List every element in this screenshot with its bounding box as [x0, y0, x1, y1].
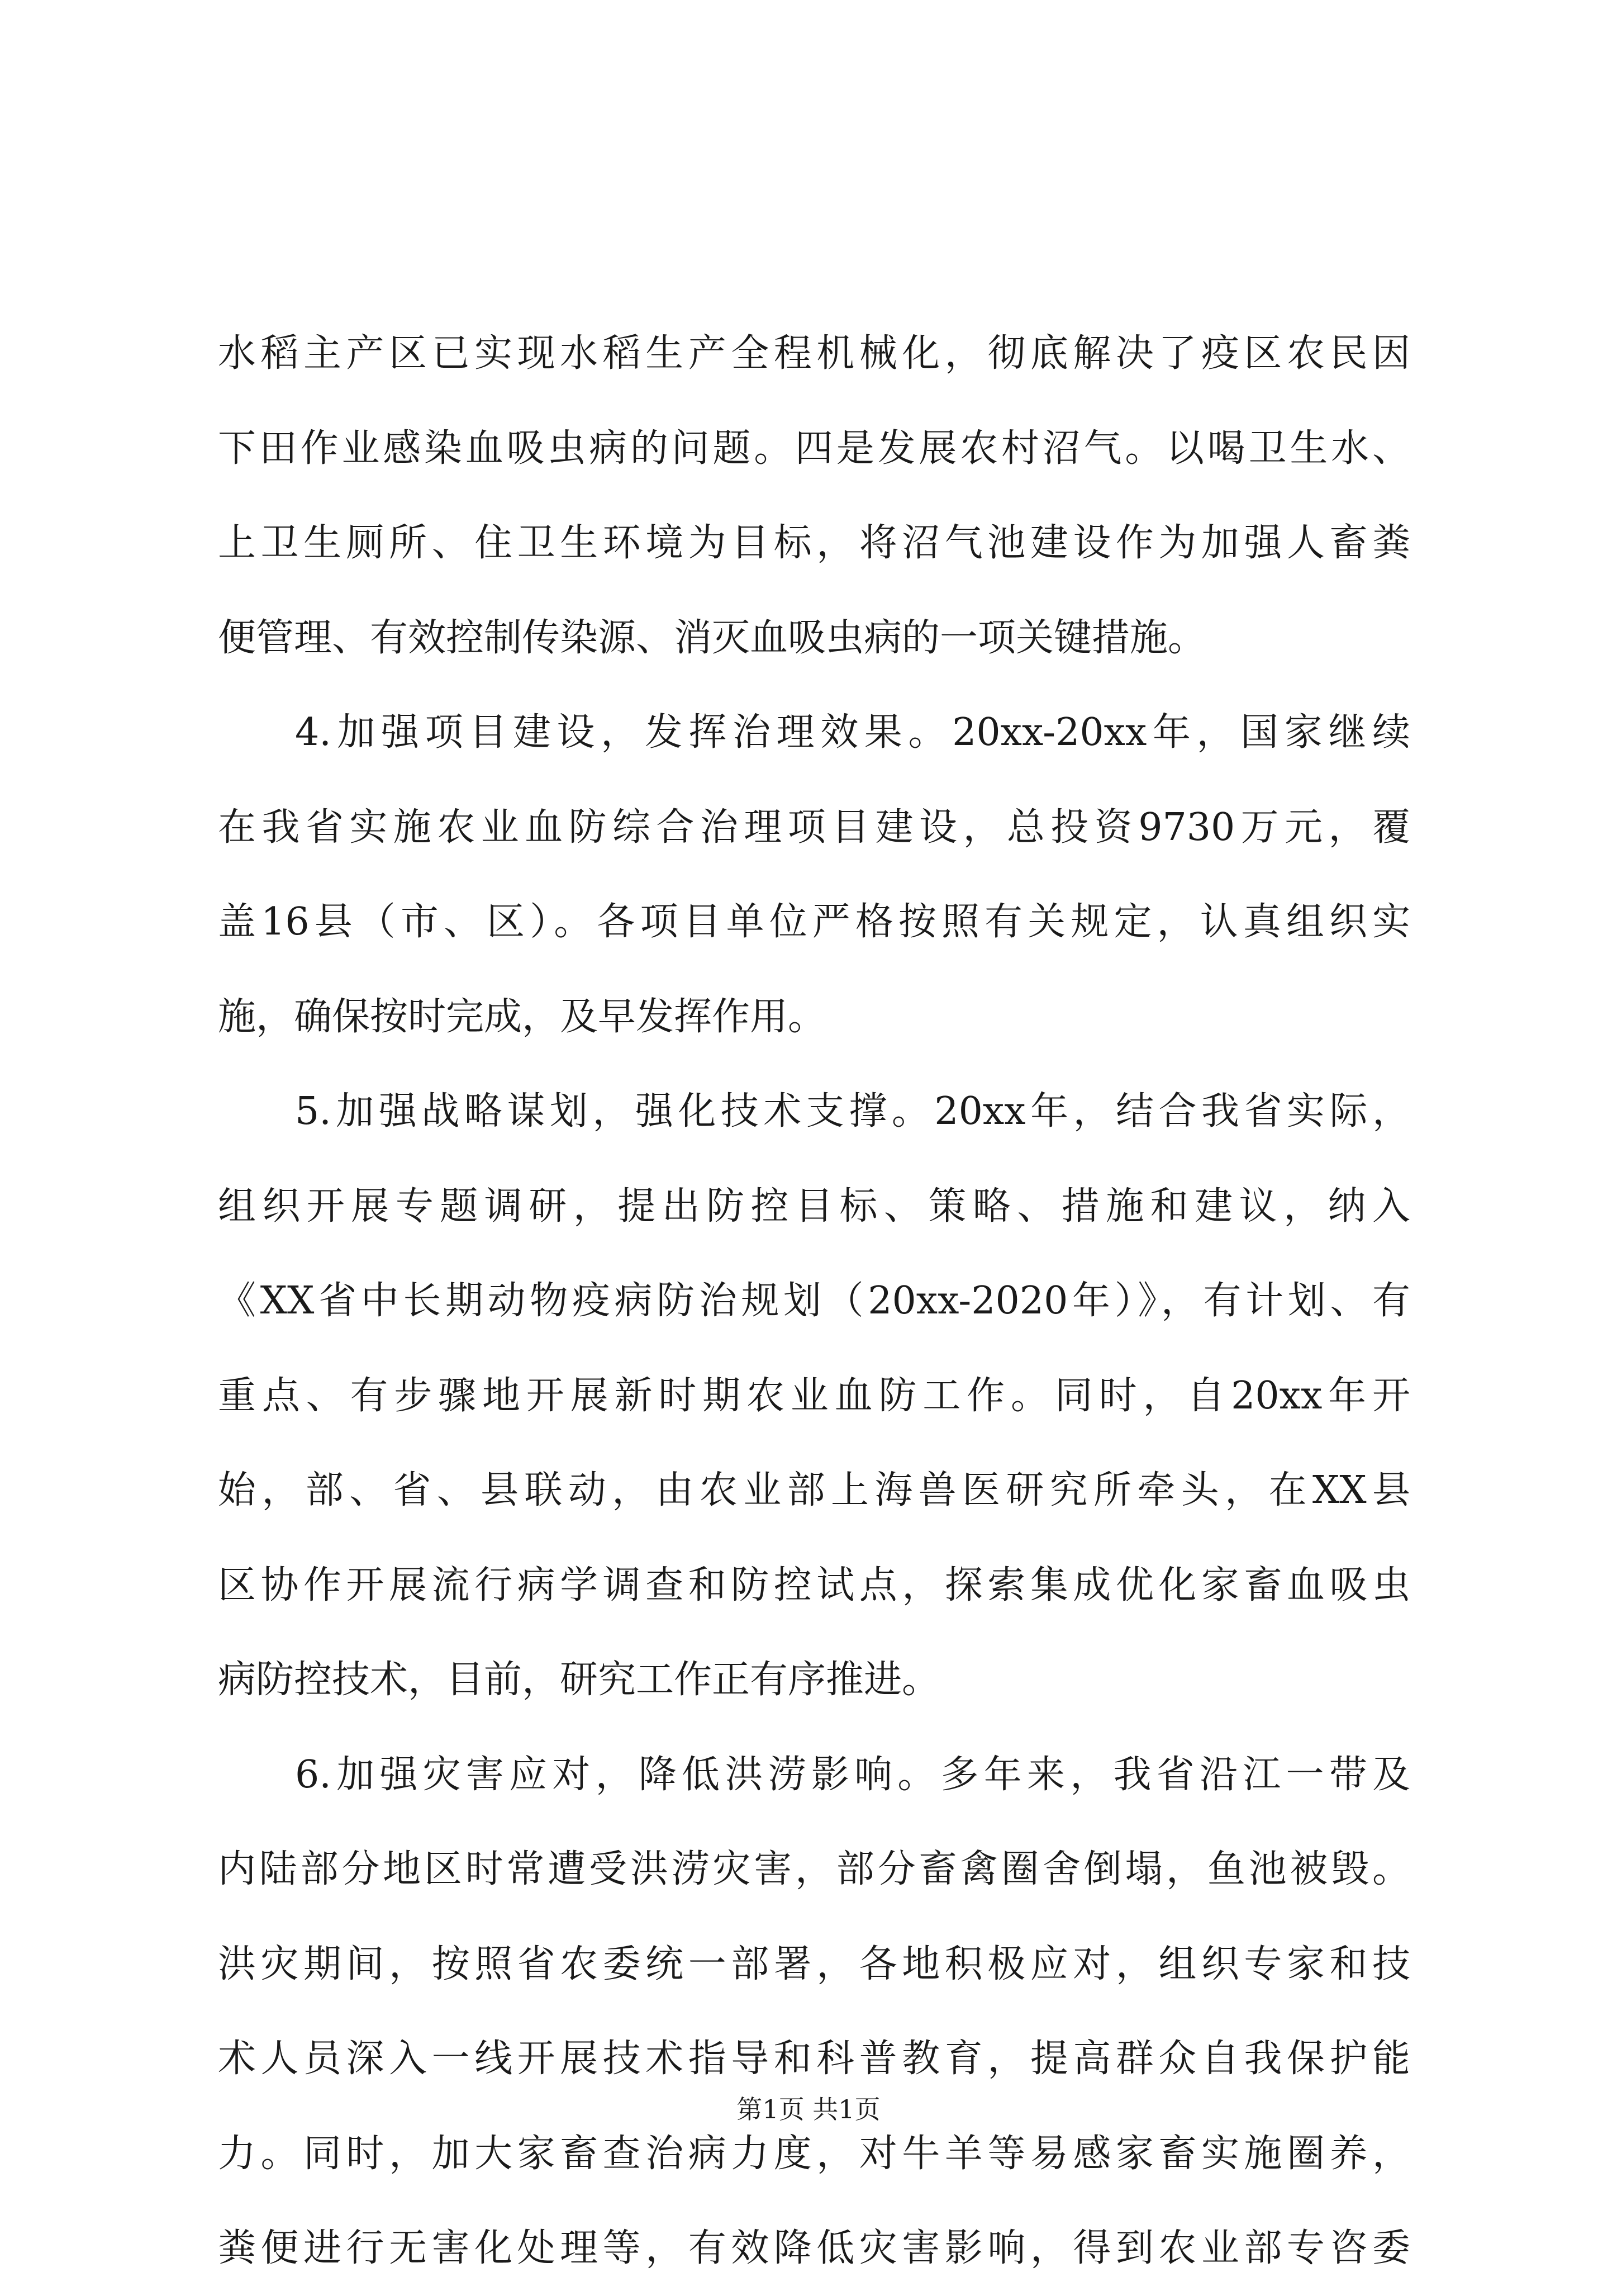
- text-line: 《XX省中长期动物疫病防治规划（20xx-2020年）》，有计划、有: [218, 1279, 1410, 1323]
- text-line: 便管理、有效控制传染源、消灭血吸虫病的一项关键措施。: [218, 615, 1206, 660]
- page-footer: 第1页 共1页: [736, 2094, 881, 2124]
- text-line: 盖16县（市、区）。各项目单位严格按照有关规定，认真组织实: [218, 900, 1410, 944]
- paragraph-5-start: 5.加强战略谋划，强化技术支撑。20xx年，结合我省实际，: [295, 1089, 1410, 1133]
- text-line: 力。同时，加大家畜查治病力度，对牛羊等易感家畜实施圈养，: [218, 2131, 1410, 2176]
- text-line: 洪灾期间，按照省农委统一部署，各地积极应对，组织专家和技: [218, 1942, 1410, 1986]
- paragraph-4-start: 4.加强项目建设，发挥治理效果。20xx-20xx年，国家继续: [295, 710, 1410, 755]
- text-line: 病防控技术，目前，研究工作正有序推进。: [218, 1658, 940, 1702]
- text-line: 组织开展专题调研，提出防控目标、策略、措施和建议，纳入: [218, 1184, 1410, 1228]
- text-line: 下田作业感染血吸虫病的问题。四是发展农村沼气。以喝卫生水、: [218, 426, 1410, 471]
- text-line: 上卫生厕所、住卫生环境为目标，将沼气池建设作为加强人畜粪: [218, 521, 1410, 565]
- text-line: 始，部、省、县联动，由农业部上海兽医研究所牵头，在XX县: [218, 1468, 1410, 1512]
- text-line: 施，确保按时完成，及早发挥作用。: [218, 994, 826, 1039]
- text-line: 粪便进行无害化处理等，有效降低灾害影响，得到农业部专咨委: [218, 2226, 1410, 2270]
- text-line: 在我省实施农业血防综合治理项目建设，总投资9730万元，覆: [218, 805, 1410, 850]
- text-line: 区协作开展流行病学调查和防控试点，探索集成优化家畜血吸虫: [218, 1563, 1410, 1607]
- text-line: 术人员深入一线开展技术指导和科普教育，提高群众自我保护能: [218, 2037, 1410, 2081]
- paragraph-6-start: 6.加强灾害应对，降低洪涝影响。多年来，我省沿江一带及: [295, 1752, 1410, 1797]
- text-line: 水稻主产区已实现水稻生产全程机械化，彻底解决了疫区农民因: [218, 331, 1410, 376]
- text-line: 重点、有步骤地开展新时期农业血防工作。同时，自20xx年开: [218, 1373, 1410, 1418]
- document-body: [218, 306, 1410, 2296]
- text-line: 内陆部分地区时常遭受洪涝灾害，部分畜禽圈舍倒塌，鱼池被毁。: [218, 1847, 1410, 1891]
